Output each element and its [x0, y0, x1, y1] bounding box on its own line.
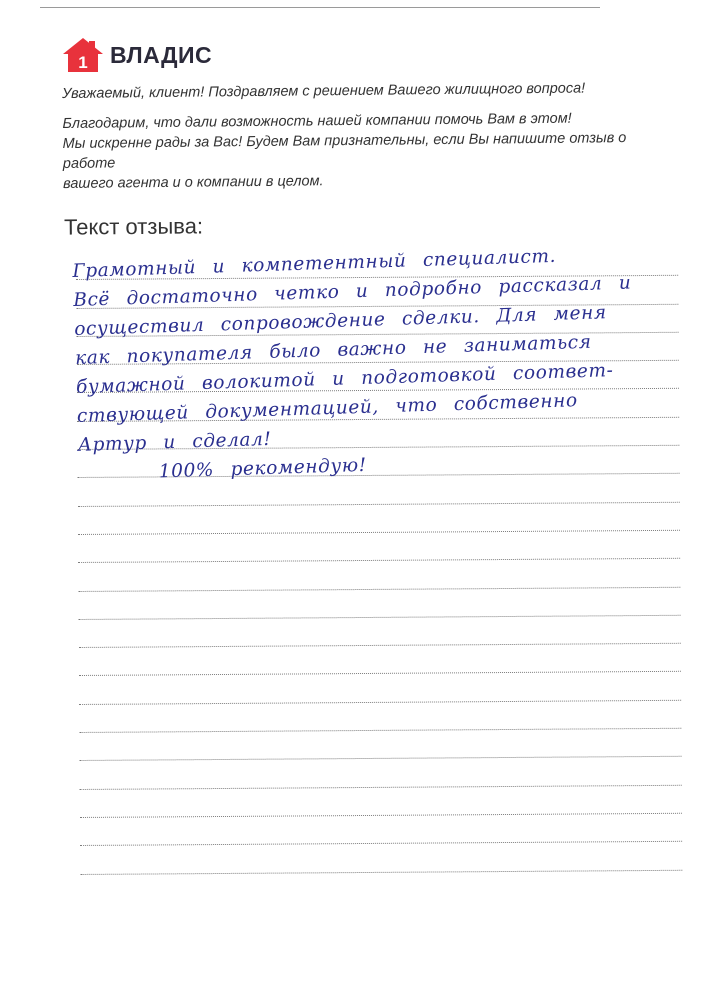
brand-logo	[62, 37, 212, 73]
review-line-4: как покупателя было важно не заниматься	[74, 331, 592, 369]
ruled-line	[79, 729, 681, 761]
ruled-line	[79, 616, 681, 648]
greeting-line: Уважаемый, клиент! Поздравляем с решением Вашего жилищного вопроса!	[62, 80, 586, 102]
review-line-2: Всё достаточно четко и подробно рассказал и	[73, 272, 632, 311]
ruled-line	[78, 531, 680, 563]
logo-digit: 1	[78, 53, 88, 72]
review-line-1: Грамотный и компетентный специалист.	[72, 245, 557, 282]
ruled-line	[80, 814, 682, 846]
ruled-line	[79, 672, 681, 704]
handwritten-review	[72, 238, 679, 489]
review-line-7: Артур и сделал!	[77, 428, 272, 456]
brand-name: ВЛАДИС	[110, 41, 213, 68]
review-line-6: ствующей документацией, что собственно	[76, 390, 578, 427]
ruled-line	[79, 701, 681, 733]
ruled-line	[80, 785, 682, 817]
thanks-paragraph	[62, 108, 663, 194]
ruled-line	[78, 559, 680, 591]
review-line-5: бумажной волокитой и подготовкой соответ-	[75, 360, 614, 398]
review-line-3: осуществил сопровождение сделки. Для меня	[73, 302, 608, 340]
intro-text	[62, 78, 663, 204]
top-rule	[40, 7, 600, 8]
thanks-line-3: вашего агента и о компании в целом.	[62, 173, 324, 192]
thanks-line-1: Благодарим, что дали возможность нашей компании помочь Вам в этом!	[62, 110, 572, 132]
ruled-line	[78, 587, 680, 619]
thanks-line-2: Мы искренне рады за Вас! Будем Вам признательны, если Вы напишите отзыв о работе	[62, 130, 627, 172]
ruled-line	[79, 644, 681, 676]
ruled-line	[80, 842, 682, 874]
review-heading: Текст отзыва:	[63, 213, 204, 240]
ruled-line	[78, 502, 680, 534]
review-line-8: 100% рекомендую!	[158, 454, 368, 483]
ruled-line	[80, 757, 682, 789]
house-logo-icon	[62, 37, 104, 73]
